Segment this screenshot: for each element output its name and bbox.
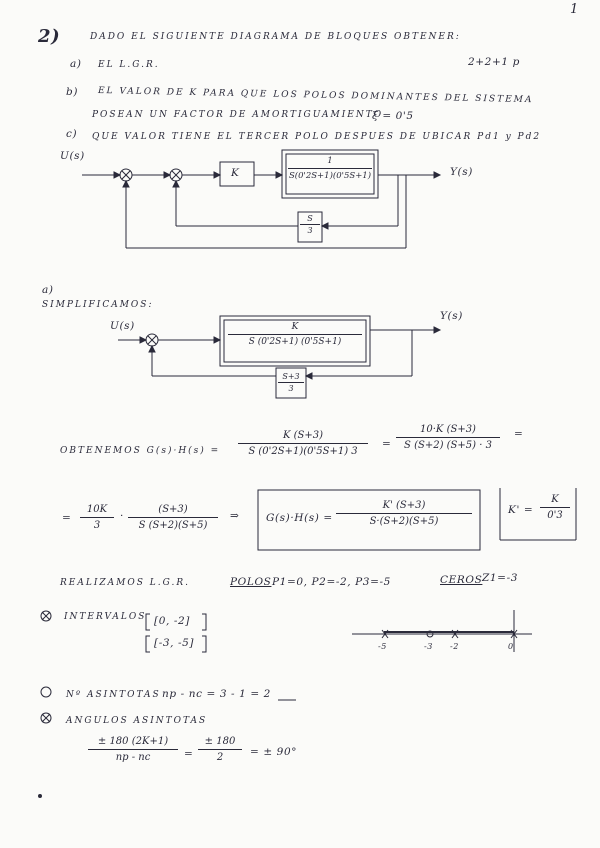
angles-fraction-2 bbox=[198, 736, 242, 763]
page-number: 1 bbox=[570, 2, 579, 17]
boxed-gh-denominator: S·(S+2)(S+5) bbox=[369, 516, 439, 527]
item-b-label: b) bbox=[66, 86, 79, 98]
axis-tick-zero: 0 bbox=[508, 642, 514, 651]
item-c-label: c) bbox=[66, 128, 78, 140]
feedback-block-1 bbox=[300, 214, 320, 235]
kprime-lhs: K' = bbox=[508, 504, 534, 516]
zeta-value: ξ = 0'5 bbox=[372, 110, 414, 122]
gh-f3-denominator: 3 bbox=[93, 520, 101, 531]
angles-label: ANGULOS ASINTOTAS bbox=[66, 716, 208, 726]
kprime-numerator: K bbox=[540, 494, 570, 508]
gh-f2-numerator: 10·K (S+3) bbox=[396, 424, 500, 438]
interval-2: [-3, -5] bbox=[154, 637, 195, 649]
forward-numerator: K bbox=[228, 322, 362, 335]
item-b-line1: EL VALOR DE K PARA QUE LOS POLOS DOMINANTES DEL SISTEMA bbox=[97, 86, 534, 106]
diagram2-input-label: U(s) bbox=[110, 320, 135, 332]
angles-numerator: ± 180 (2K+1) bbox=[88, 736, 178, 750]
kprime-fraction bbox=[540, 494, 570, 521]
plant-denominator: S(0'2S+1)(0'5S+1) bbox=[288, 171, 372, 181]
plant-numerator: 1 bbox=[288, 156, 372, 169]
angles-eq1: = bbox=[184, 748, 194, 760]
axis-tick-minus3: -3 bbox=[424, 642, 433, 651]
asymptotes-label: Nº ASINTOTAS bbox=[66, 690, 161, 700]
gh-fraction-3 bbox=[80, 504, 114, 531]
feedback2-numerator: S+3 bbox=[278, 372, 304, 383]
boxed-gh-lhs: G(s)·H(s) = bbox=[266, 512, 333, 524]
side-note: 2+2+1 p bbox=[468, 56, 520, 68]
angles-denominator-2: 2 bbox=[216, 752, 224, 763]
boxed-gh-fraction bbox=[336, 500, 472, 527]
plant-transfer-function bbox=[288, 156, 372, 181]
diagram1-input-label: U(s) bbox=[60, 150, 85, 162]
interval-1: [0, -2] bbox=[154, 615, 190, 627]
gh-f1-denominator: S (0'2S+1)(0'5S+1) 3 bbox=[248, 446, 358, 457]
angles-result: = ± 90° bbox=[250, 746, 298, 758]
gh-f4-numerator: (S+3) bbox=[128, 504, 218, 518]
part-a-heading: SIMPLIFICAMOS: bbox=[42, 300, 154, 310]
problem-number: 2) bbox=[38, 26, 61, 47]
feedback1-numerator: S bbox=[300, 214, 320, 225]
feedback1-denominator: 3 bbox=[307, 226, 313, 235]
angles-fraction-1 bbox=[88, 736, 178, 763]
item-a-text: EL L.G.R. bbox=[98, 60, 160, 70]
gh-eq2: = bbox=[514, 428, 524, 440]
gh-eq3: = bbox=[62, 512, 72, 524]
axis-tick-minus2: -2 bbox=[450, 642, 459, 651]
item-c-text: QUE VALOR TIENE EL TERCER POLO DESPUES DE UBICAR Pd1 y Pd2 bbox=[92, 132, 542, 142]
gh-fraction-2 bbox=[396, 424, 500, 451]
ceros-values: Z1=-3 bbox=[482, 572, 519, 584]
feedback-block-2 bbox=[278, 372, 304, 393]
diagram1-output-label: Y(s) bbox=[450, 166, 473, 178]
axis-tick-minus5: -5 bbox=[378, 642, 387, 651]
gh-f1-numerator: K (S+3) bbox=[238, 430, 368, 444]
boxed-gh-numerator: K' (S+3) bbox=[336, 500, 472, 514]
angles-numerator-2: ± 180 bbox=[198, 736, 242, 750]
feedback2-denominator: 3 bbox=[288, 384, 294, 393]
part-a-label: a) bbox=[42, 284, 54, 296]
lgr-lead: REALIZAMOS L.G.R. bbox=[60, 578, 190, 588]
gh-implies-arrow: ⇒ bbox=[230, 510, 240, 522]
item-b-line2: POSEAN UN FACTOR DE AMORTIGUAMIENTO bbox=[92, 110, 384, 120]
gain-block-label: K bbox=[231, 167, 240, 179]
polos-values: P1=0, P2=-2, P3=-5 bbox=[272, 576, 391, 588]
gh-fraction-1 bbox=[238, 430, 368, 457]
gh-f4-denominator: S (S+2)(S+5) bbox=[138, 520, 208, 531]
gh-f3-numerator: 10K bbox=[80, 504, 114, 518]
gh-dot: · bbox=[120, 510, 124, 522]
gh-eq1: = bbox=[382, 438, 392, 450]
intervals-label: INTERVALOS bbox=[64, 612, 147, 622]
kprime-denominator: 0'3 bbox=[547, 510, 563, 521]
polos-label: POLOS bbox=[230, 576, 272, 588]
forward-transfer-function bbox=[228, 322, 362, 347]
forward-denominator: S (0'2S+1) (0'5S+1) bbox=[248, 337, 342, 347]
angles-denominator: np - nc bbox=[115, 752, 151, 763]
item-a-label: a) bbox=[70, 58, 82, 70]
problem-intro: DADO EL SIGUIENTE DIAGRAMA DE BLOQUES OBTENER: bbox=[90, 32, 461, 42]
gh-lead: OBTENEMOS G(s)·H(s) = bbox=[60, 446, 221, 456]
diagram2-output-label: Y(s) bbox=[440, 310, 463, 322]
gh-fraction-4 bbox=[128, 504, 218, 531]
ceros-label: CEROS bbox=[440, 574, 483, 586]
gh-f2-denominator: S (S+2) (S+5) · 3 bbox=[404, 440, 492, 451]
asymptotes-equation: np - nc = 3 - 1 = 2 bbox=[162, 688, 271, 700]
